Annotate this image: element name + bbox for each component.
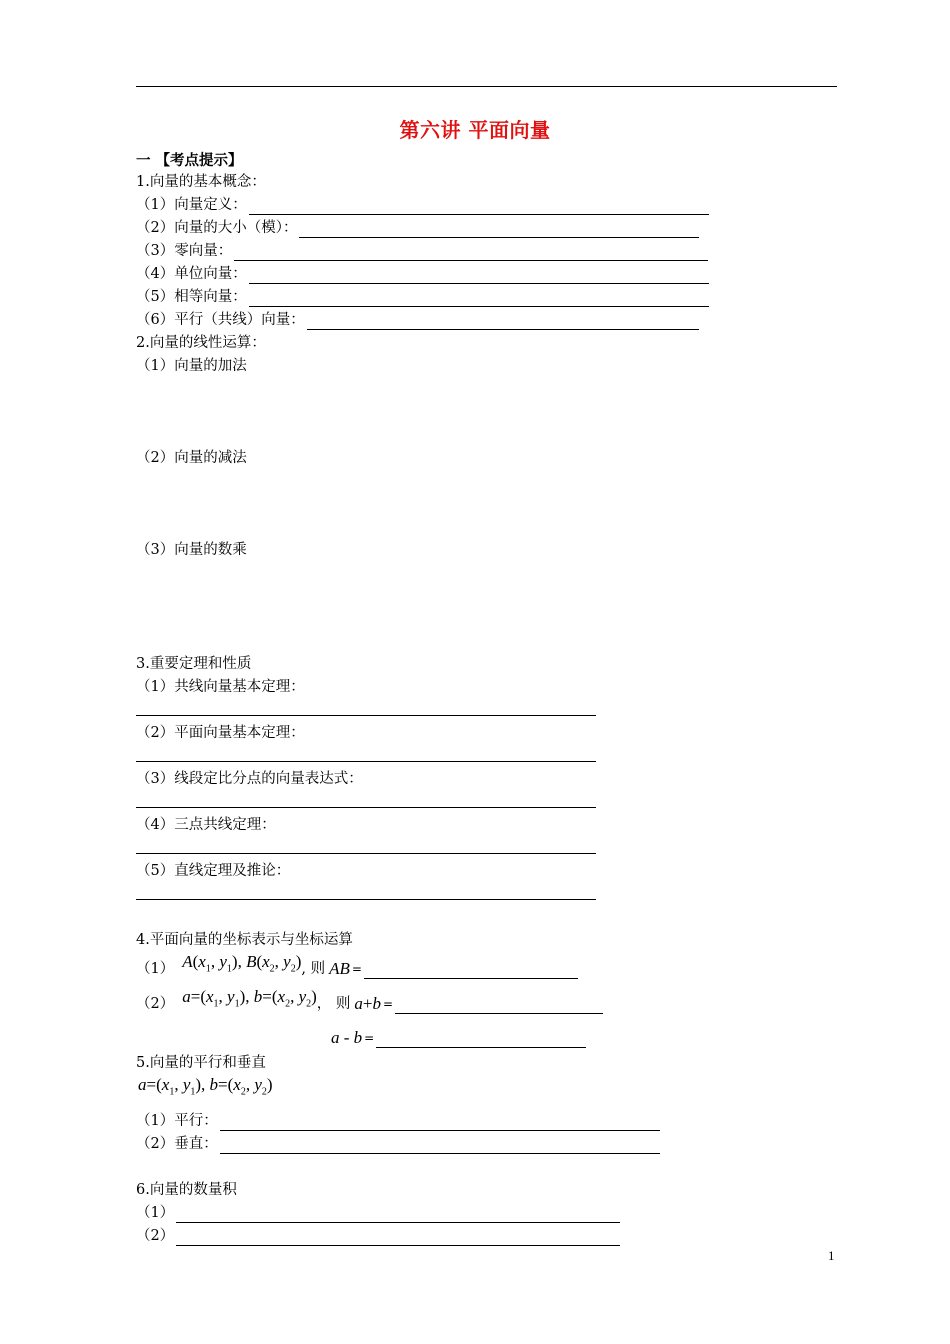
s1-item-2-label: （2）向量的大小（模）： [136,220,298,236]
answer-blank [136,715,596,716]
s3-item-2: （2）平面向量基本定理： [136,725,305,741]
answer-blank [364,965,578,979]
vector-sum: a+b [354,994,381,1013]
s1-item-4 [136,264,709,284]
s5-heading: 5.向量的平行和垂直 [136,1055,266,1071]
s6-item-2-label: （2） [136,1228,175,1244]
s6-heading: 6.向量的数量积 [136,1182,237,1198]
answer-blank [220,1140,660,1154]
s4-item-1-then: , 则 [301,961,326,977]
s1-item-1-label: （1）向量定义： [136,197,247,213]
s4-item-3 [331,1024,586,1048]
equals-sign: = [364,1031,375,1045]
vector-ab: AB [329,959,350,978]
s5-item-1-label: （1）平行： [136,1113,218,1129]
answer-blank [136,853,596,854]
s5-item-2-label: （2）垂直： [136,1136,218,1152]
answer-blank [220,1117,660,1131]
s4-item-2-then: ， 则 [316,996,351,1012]
s4-item-2-label: （2） [136,996,175,1012]
s4-heading: 4.平面向量的坐标表示与坐标运算 [136,932,353,948]
header-rule [136,86,837,87]
s3-item-5: （5）直线定理及推论： [136,863,291,879]
s2-item-3: （3）向量的数乘 [136,542,247,558]
s5-item-2 [136,1134,660,1154]
s1-heading: 1.向量的基本概念： [136,174,266,190]
s5-item-1 [136,1111,660,1131]
answer-blank [307,316,699,330]
vectors-formula: $a=(x_1$, $y_1$), $b=(x_2$, $y_2$) [138,1074,273,1097]
answer-blank [136,807,596,808]
s1-item-6 [136,310,699,330]
s1-item-5-label: （5）相等向量： [136,289,247,305]
s5-formula-line [138,1074,273,1102]
s4-item-1-label: （1） [136,961,175,977]
s3-heading: 3.重要定理和性质 [136,656,252,672]
s2-heading: 2.向量的线性运算： [136,335,266,351]
answer-blank [249,270,709,284]
s1-item-3-label: （3）零向量： [136,243,233,259]
s1-item-3 [136,241,708,261]
s1-item-1 [136,195,709,215]
s3-item-3: （3）线段定比分点的向量表达式： [136,771,363,787]
s3-item-1: （1）共线向量基本定理： [136,679,305,695]
vector-difference: a - b [331,1028,363,1047]
page-number: 1 [828,1248,835,1263]
s6-item-2 [136,1226,620,1246]
answer-blank [176,1209,620,1223]
answer-blank [234,247,708,261]
answer-blank [249,293,709,307]
answer-blank [249,201,709,215]
s2-item-1: （1）向量的加法 [136,358,247,374]
s1-item-5 [136,287,709,307]
answer-blank [299,224,699,238]
page-title: 第六讲 平面向量 [399,118,551,142]
coord-points-formula: $A(x_1$, $y_1$), $B(x_2$, $y_2$) [182,951,302,974]
s6-item-1-label: （1） [136,1205,175,1221]
s4-item-2 [136,986,603,1014]
s3-item-4: （4）三点共线定理： [136,817,276,833]
answer-blank [136,899,596,900]
s2-item-2: （2）向量的减法 [136,450,247,466]
equals-sign: = [383,997,394,1011]
s1-item-2 [136,218,699,238]
s6-item-1 [136,1203,620,1223]
equals-sign: = [351,962,362,976]
s1-item-4-label: （4）单位向量： [136,266,247,282]
answer-blank [395,1000,603,1014]
s1-item-6-label: （6）平行（共线）向量： [136,312,305,328]
answer-blank [376,1034,586,1048]
s4-item-1 [136,951,578,979]
answer-blank [176,1232,620,1246]
answer-blank [136,761,596,762]
coord-vectors-formula: $a=(x_1$, $y_1$), $b=(x_2$, $y_2$) [182,986,317,1009]
section-heading: 一 【考点提示】 [136,152,243,169]
